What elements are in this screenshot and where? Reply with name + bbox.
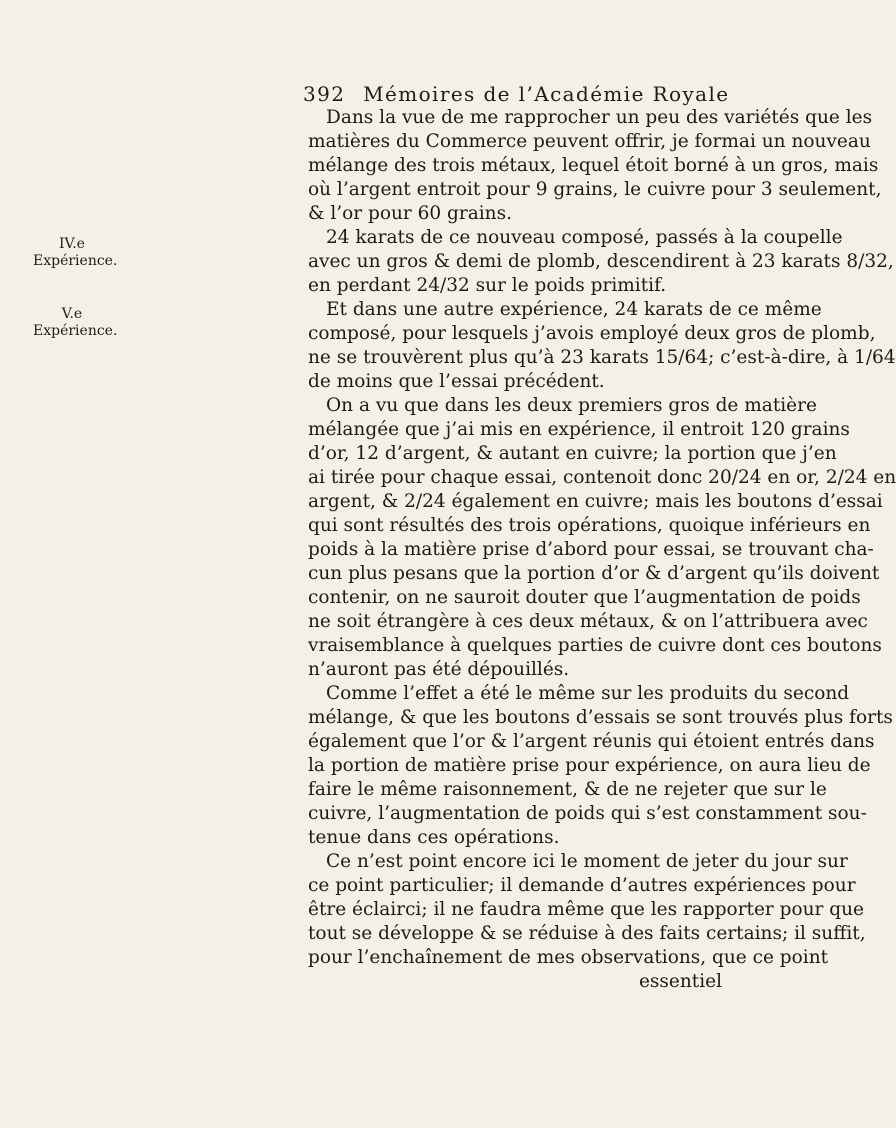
running-title: Mémoires de l’Académie Royale — [363, 82, 730, 106]
catchword: essentiel — [638, 971, 722, 992]
margin-note-numeral: V.e — [61, 306, 83, 322]
margin-note-label: Expérience. — [33, 253, 118, 269]
text-line: contenir, on ne sauroit douter que l’augmentation de poids — [308, 587, 861, 608]
text-line: ai tirée pour chaque essai, contenoit donc 20/24 en or, 2/24 en — [308, 467, 896, 488]
text-line: mélange des trois métaux, lequel étoit borné à un gros, mais — [308, 155, 879, 176]
text-line: également que l’or & l’argent réunis qui étoient entrés dans — [308, 731, 875, 752]
text-line: ne se trouvèrent plus qu’à 23 karats 15/64; c’est-à-dire, à 1/64 — [308, 347, 896, 368]
text-line: & l’or pour 60 grains. — [308, 203, 512, 224]
margin-note-experience-4 — [33, 236, 118, 270]
text-line: ce point particulier; il demande d’autres expériences pour — [308, 875, 856, 896]
text-line: Ce n’est point encore ici le moment de jeter du jour sur — [326, 851, 848, 872]
text-line: cuivre, l’augmentation de poids qui s’est constamment sou- — [308, 803, 867, 824]
margin-note-label: Expérience. — [33, 323, 118, 339]
text-line: Comme l’effet a été le même sur les produits du second — [326, 683, 850, 704]
text-line: tout se développe & se réduise à des faits certains; il suffit, — [308, 923, 866, 944]
text-line: cun plus pesans que la portion d’or & d’argent qu’ils doivent — [308, 563, 880, 584]
text-line: tenue dans ces opérations. — [308, 827, 560, 848]
page-number: 392 — [303, 82, 346, 106]
margin-note-experience-5 — [33, 306, 118, 340]
text-line: mélange, & que les boutons d’essais se sont trouvés plus forts — [308, 707, 893, 728]
text-line: matières du Commerce peuvent offrir, je formai un nouveau — [308, 131, 871, 152]
text-line: 24 karats de ce nouveau composé, passés à la coupelle — [326, 227, 843, 248]
text-line: où l’argent entroit pour 9 grains, le cuivre pour 3 seulement, — [308, 179, 882, 200]
text-line: de moins que l’essai précédent. — [308, 371, 605, 392]
margin-note-numeral: IV.e — [59, 236, 85, 252]
text-line: pour l’enchaînement de mes observations, que ce point — [308, 947, 829, 968]
text-line: Dans la vue de me rapprocher un peu des variétés que les — [326, 107, 873, 128]
text-line: faire le même raisonnement, & de ne rejeter que sur le — [308, 779, 827, 800]
text-line: composé, pour lesquels j’avois employé deux gros de plomb, — [308, 323, 876, 344]
text-line: en perdant 24/32 sur le poids primitif. — [308, 275, 667, 296]
text-line: poids à la matière prise d’abord pour essai, se trouvant cha- — [308, 539, 874, 560]
text-line: qui sont résultés des trois opérations, quoique inférieurs en — [308, 515, 871, 536]
text-line: mélangée que j’ai mis en expérience, il entroit 120 grains — [308, 419, 850, 440]
text-line: On a vu que dans les deux premiers gros de matière — [326, 395, 817, 416]
text-line: vraisemblance à quelques parties de cuivre dont ces boutons — [308, 635, 882, 656]
text-line: Et dans une autre expérience, 24 karats de ce même — [326, 299, 822, 320]
text-line: ne soit étrangère à ces deux métaux, & on l’attribuera avec — [308, 611, 868, 632]
running-header — [303, 82, 730, 106]
text-line: être éclairci; il ne faudra même que les rapporter pour que — [308, 899, 864, 920]
text-line: d’or, 12 d’argent, & autant en cuivre; la portion que j’en — [308, 443, 837, 464]
text-line: avec un gros & demi de plomb, descendirent à 23 karats 8/32, — [308, 251, 894, 272]
text-line: n’auront pas été dépouillés. — [308, 659, 570, 680]
text-line: argent, & 2/24 également en cuivre; mais les boutons d’essai — [308, 491, 883, 512]
text-line: la portion de matière prise pour expérience, on aura lieu de — [308, 755, 871, 776]
